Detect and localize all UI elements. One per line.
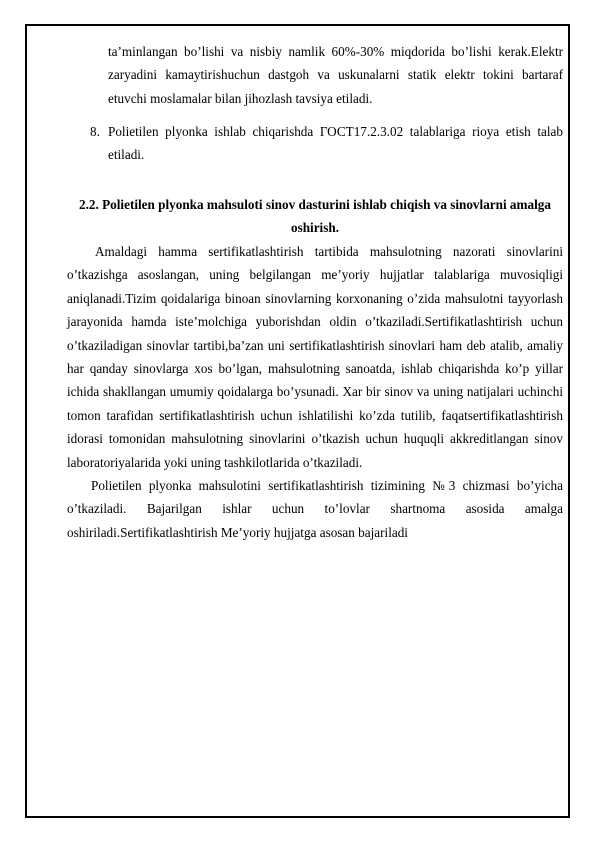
paragraph-2: Polietilen plyonka mahsulotini sertifikatlashtirish tizimining №3 chizmasi bo’yicha o’tkaziladi. Bajarilgan ishlar uchun to’lovlar shartnoma asosida amalga oshiriladi.Sertifikatlashtirish Me’yoriy hujjatga asosan bajariladi	[67, 478, 563, 540]
list-item-text: Polietilen plyonka ishlab chiqarishda ГОСТ17.2.3.02 talablariga rioya etish talab etiladi.	[108, 124, 563, 163]
body-text	[67, 240, 563, 544]
list-item-8	[67, 120, 563, 167]
list-item-text: ta’minlangan bo’lishi va nisbiy namlik 60%-30% miqdorida bo’lishi kerak.Elektr zaryadini kamaytirishuchun dastgoh va uskunalarni statik elektr tokini bartaraf etuvchi moslamalar bilan jihozlash tavsiya etiladi.	[108, 44, 563, 106]
list-item-number: 8.	[90, 124, 100, 139]
paragraph-1: Amaldagi hamma sertifikatlashtirish tartibida mahsulotning nazorati sinovlarini o’tkazishga asoslangan, uning belgilangan me’yoriy hujjatlar talablariga muvosiqligi aniqlanadi.Tizim qoidalariga binoan sinovlarning korxonaning o’zida mahsulotni tayyorlash jarayonida hamda iste’molchiga yuborishdan oldin o’tkaziladi.Sertifikatlashtirish uchun o’tkaziladigan sinovlar tartibi,ba’zan uni sertifikatlashtirish sinovlari ham deb atalib, amaliy har qanday sinovlarga xos bo’lgan, mahsulotning sanoatda, ishlab chiqarishda ko’p yillar ichida shakllangan umumiy qoidalarga bo’ysunadi. Xar bir sinov va uning natijalari uchinchi tomon tarafidan sertifikatlashtirish uchun ishlatilishi ko’zda tutilib, faqatsertifikatlashtirish idorasi tomonidan mahsulotning sinovlarini o’tkazish uchun huquqli akkreditlangan sinov laboratoriyalarida yoki uning tashkilotlarida o’tkaziladi.	[67, 244, 563, 470]
section-heading: 2.2. Polietilen plyonka mahsuloti sinov dasturini ishlab chiqish va sinovlarni amalga oshirish.	[79, 197, 551, 236]
list-item-continuation	[67, 40, 563, 110]
